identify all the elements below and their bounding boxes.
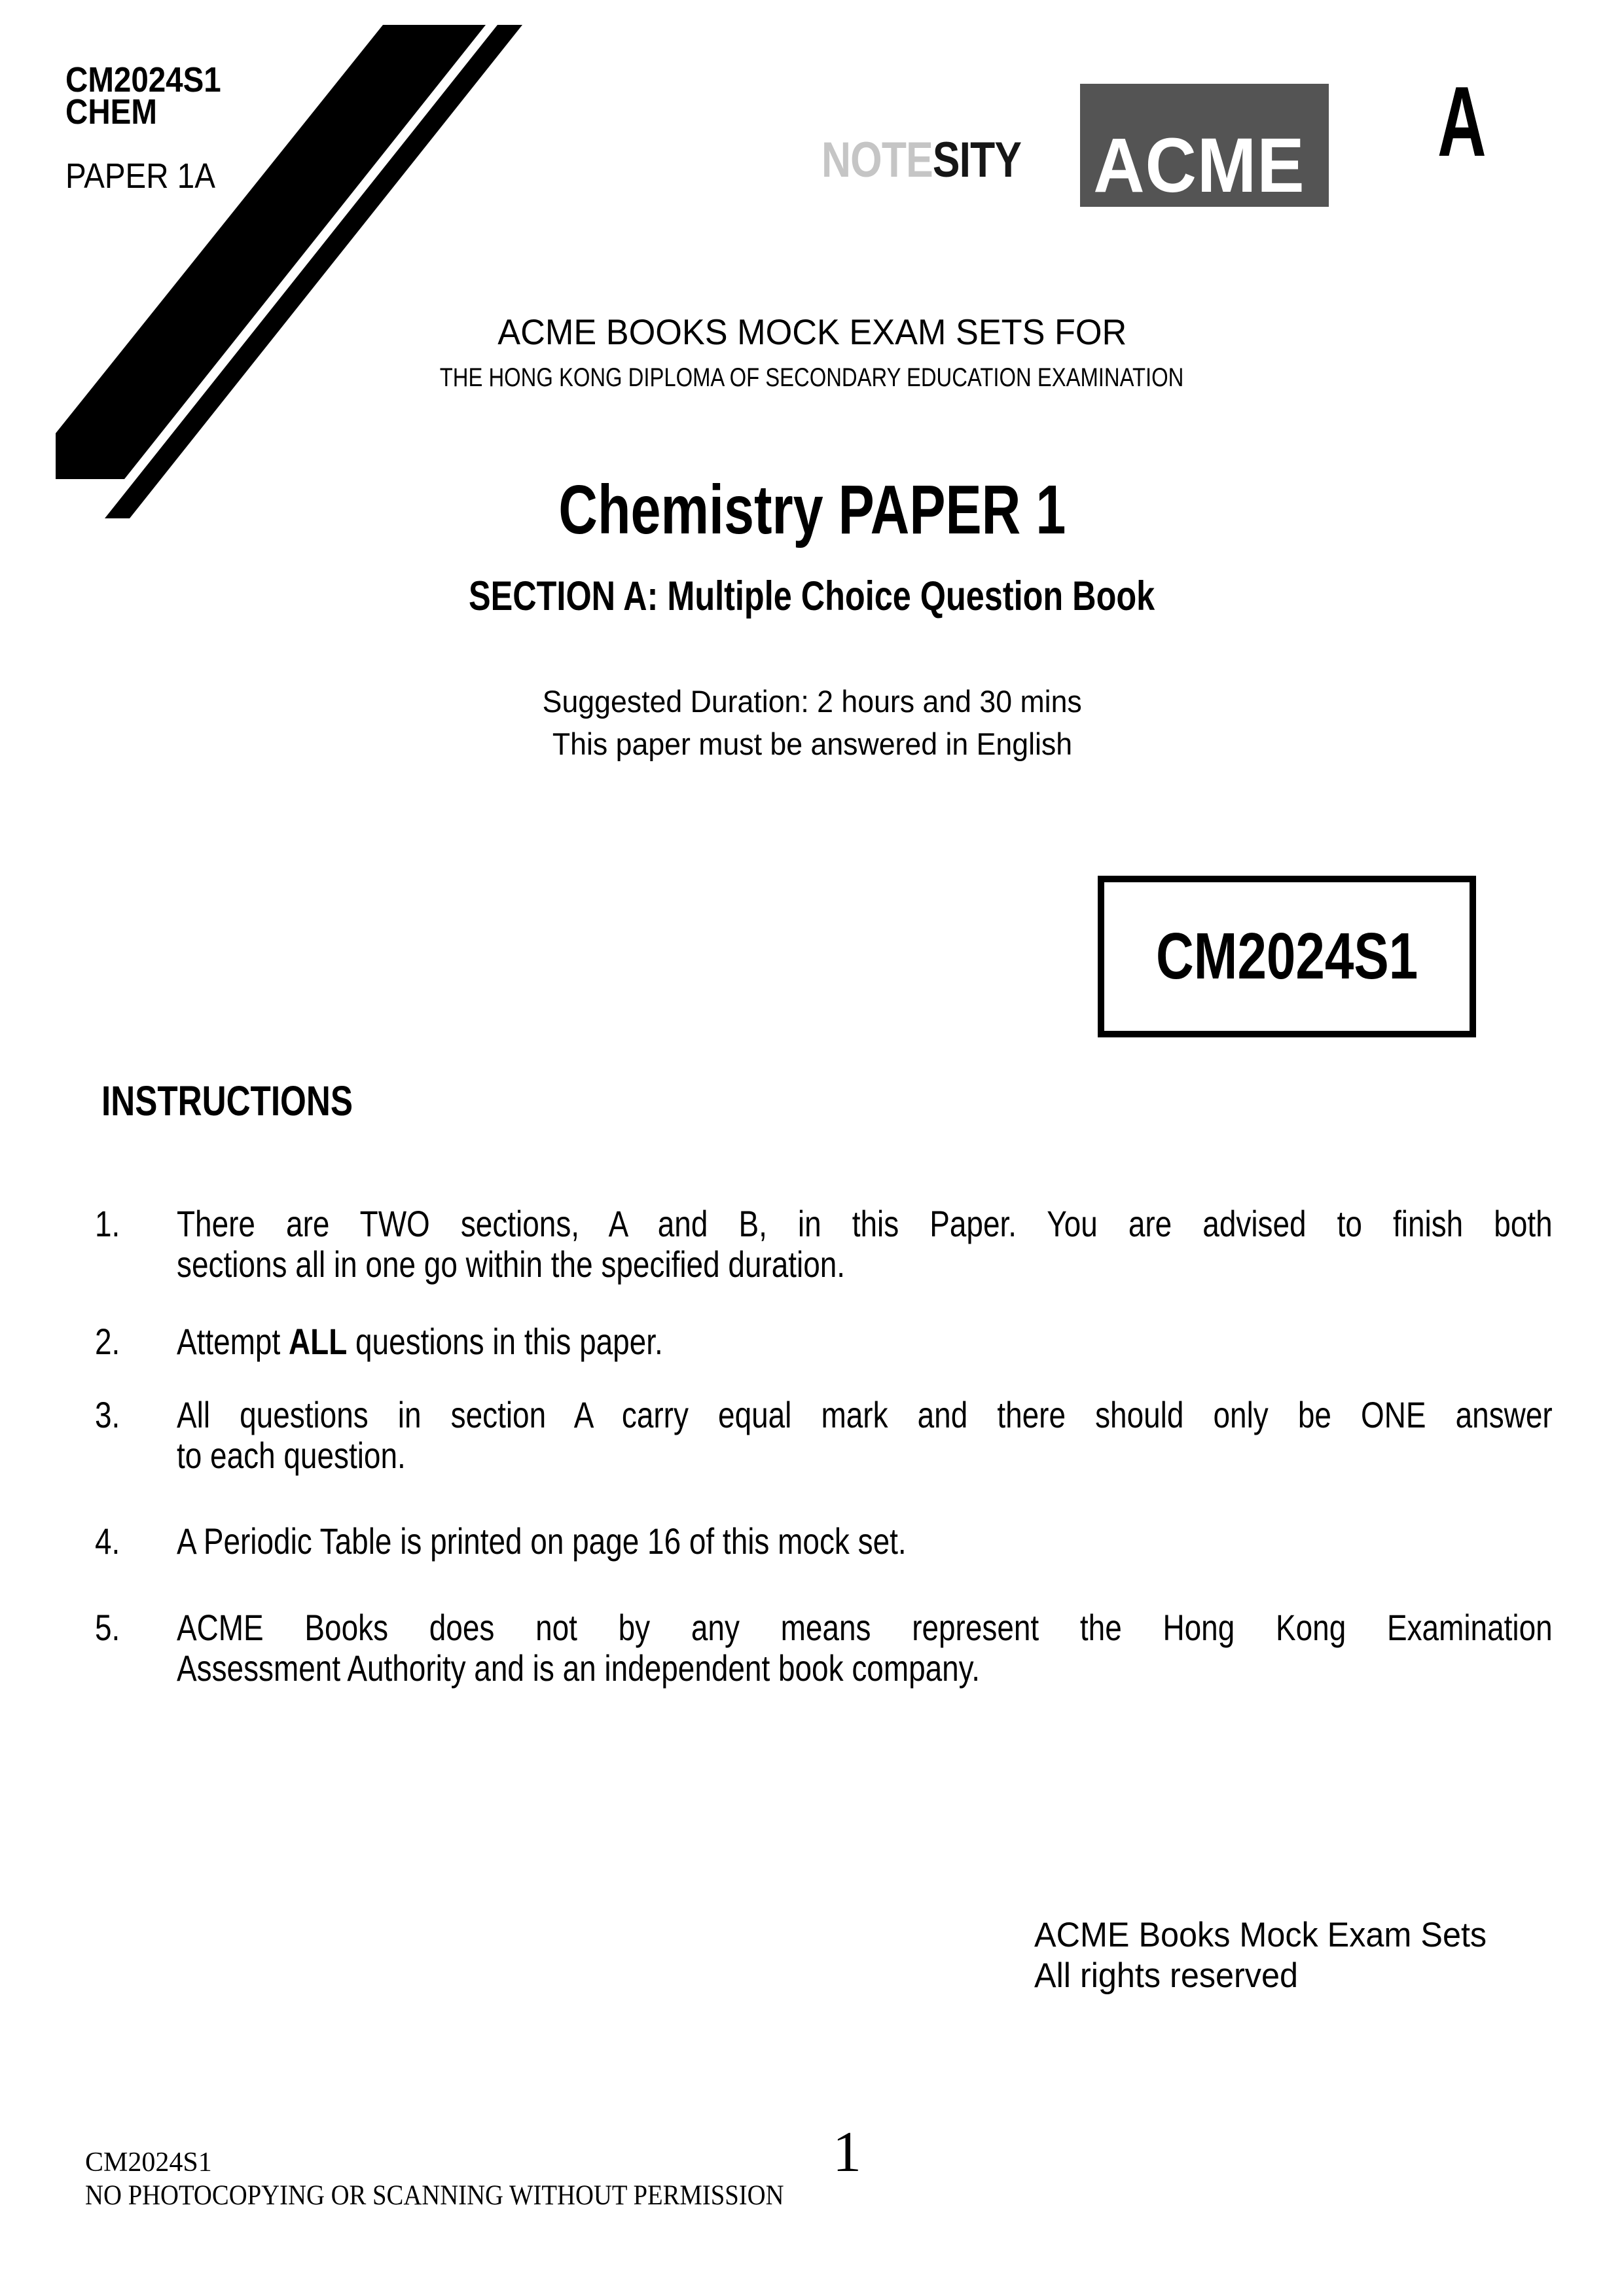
paper-code-box [1098, 876, 1476, 1037]
series-title: ACME BOOKS MOCK EXAM SETS FOR [497, 312, 1127, 352]
paper-code-text: CM2024S1 [65, 60, 221, 99]
footer-page-number: 1 [833, 2121, 861, 2184]
acme-logo-text: ACME [1093, 122, 1305, 209]
instruction-1-line-2: sections all in one go within the specified duration. [177, 1244, 846, 1285]
instruction-1-line-1: There are TWO sections, A and B, in this Paper. You are advised to finish both [177, 1203, 1553, 1244]
instruction-5-line-1: ACME Books does not by any means represent the Hong Kong Examination [177, 1607, 1553, 1648]
copyright-line-1: ACME Books Mock Exam Sets [1034, 1916, 1487, 1954]
instruction-1-text [177, 1204, 1553, 1285]
subject-code [65, 94, 170, 130]
notesity-logo-light-part: NOTE [821, 132, 933, 188]
instruction-3-line-2: to each question. [177, 1435, 406, 1476]
paper-label-text: PAPER 1A [65, 156, 215, 196]
exam-title: THE HONG KONG DIPLOMA OF SECONDARY EDUCATION EXAMINATION [440, 363, 1184, 392]
instruction-5-text [177, 1607, 1553, 1689]
instruction-5-number: 5. [95, 1607, 120, 1648]
notesity-logo-dark-part: SITY [932, 132, 1022, 188]
copyright-line-2: All rights reserved [1034, 1956, 1298, 1995]
instruction-4-number: 4. [95, 1520, 120, 1562]
acme-logo-box [1080, 84, 1329, 207]
version-letter [1437, 66, 1509, 177]
footer-copy-notice: NO PHOTOCOPYING OR SCANNING WITHOUT PERMISSION [85, 2180, 784, 2211]
paper-label [65, 158, 236, 194]
instruction-4-line-1: A Periodic Table is printed on page 16 of this mock set. [177, 1520, 907, 1562]
instruction-2-line-1: Attempt ALL questions in this paper. [177, 1321, 663, 1362]
instruction-3-text [177, 1395, 1553, 1476]
notesity-logo [821, 132, 1065, 188]
section-title: SECTION A: Multiple Choice Question Book [469, 573, 1155, 619]
instructions-heading: INSTRUCTIONS [101, 1077, 353, 1124]
instruction-5-line-2: Assessment Authority and is an independent book company. [177, 1647, 981, 1689]
paper-code-box-text: CM2024S1 [1155, 920, 1418, 993]
paper-title: Chemistry PAPER 1 [558, 471, 1066, 548]
copyright-block [1034, 1915, 1510, 1996]
instruction-2-number: 2. [95, 1321, 120, 1362]
instruction-1-number: 1. [95, 1203, 120, 1244]
version-letter-text: A [1437, 66, 1487, 177]
subject-code-text: CHEM [65, 92, 157, 132]
footer-paper-code: CM2024S1 [85, 2147, 212, 2178]
instruction-2-text [177, 1321, 1553, 1362]
instruction-3-number: 3. [95, 1394, 120, 1435]
instruction-4-text [177, 1521, 1553, 1562]
instruction-2-bold-word: ALL [288, 1321, 348, 1362]
instruction-3-line-1: All questions in section A carry equal mark and there should only be ONE answer [177, 1394, 1553, 1435]
duration-note: Suggested Duration: 2 hours and 30 mins [542, 684, 1082, 719]
language-note: This paper must be answered in English [552, 726, 1072, 761]
